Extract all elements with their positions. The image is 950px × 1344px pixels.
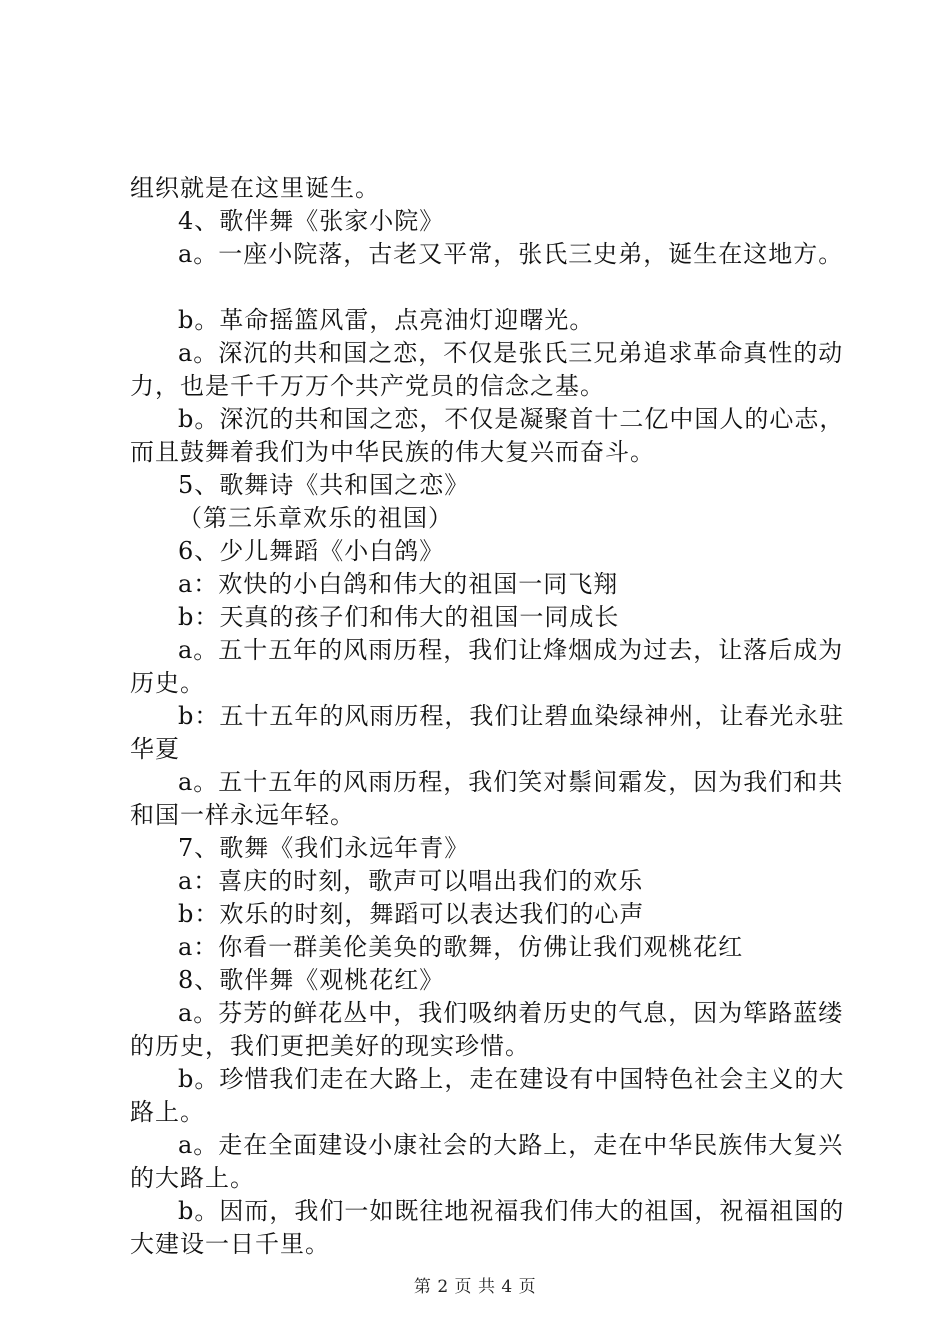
paragraph: b。革命摇篮风雷，点亮油灯迎曙光。 xyxy=(178,306,595,334)
section-heading: 5、歌舞诗《共和国之恋》 xyxy=(178,471,470,499)
paragraph: a：喜庆的时刻，歌声可以唱出我们的欢乐 xyxy=(178,867,644,895)
paragraph: a。五十五年的风雨历程，我们让烽烟成为过去，让落后成为历史。 xyxy=(130,636,844,697)
paragraph: 组织就是在这里诞生。 xyxy=(130,174,380,202)
section-heading: 7、歌舞《我们永远年青》 xyxy=(178,834,470,862)
paragraph: a：你看一群美伦美奂的歌舞，仿佛让我们观桃花红 xyxy=(178,933,744,961)
paragraph: a。深沉的共和国之恋，不仅是张氏三兄弟追求革命真性的动力，也是千千万万个共产党员的信念之基。 xyxy=(130,339,844,400)
paragraph: b。深沉的共和国之恋，不仅是凝聚首十二亿中国人的心志，而且鼓舞着我们为中华民族的伟大复兴而奋斗。 xyxy=(130,405,845,466)
paragraph: b。珍惜我们走在大路上，走在建设有中国特色社会主义的大路上。 xyxy=(130,1065,845,1126)
section-heading: 4、歌伴舞《张家小院》 xyxy=(178,207,445,235)
paragraph: b：欢乐的时刻，舞蹈可以表达我们的心声 xyxy=(178,900,645,928)
paragraph: a：欢快的小白鸽和伟大的祖国一同飞翔 xyxy=(178,570,619,598)
paragraph: a。走在全面建设小康社会的大路上，走在中华民族伟大复兴的大路上。 xyxy=(130,1131,844,1192)
section-heading: 8、歌伴舞《观桃花红》 xyxy=(178,966,445,994)
paragraph: a。五十五年的风雨历程，我们笑对鬃间霜发，因为我们和共和国一样永远年轻。 xyxy=(130,768,844,829)
paragraph: （第三乐章欢乐的祖国） xyxy=(178,504,453,532)
section-heading: 6、少儿舞蹈《小白鸽》 xyxy=(178,537,445,565)
paragraph: b：天真的孩子们和伟大的祖国一同成长 xyxy=(178,603,620,631)
paragraph: a。芬芳的鲜花丛中，我们吸纳着历史的气息，因为筚路蓝缕的历史，我们更把美好的现实珍惜。 xyxy=(130,999,844,1060)
page-number-footer: 第 2 页 共 4 页 xyxy=(413,1277,537,1297)
paragraph: b：五十五年的风雨历程，我们让碧血染绿神州，让春光永驻华夏 xyxy=(130,702,845,763)
paragraph: b。因而，我们一如既往地祝福我们伟大的祖国，祝福祖国的大建设一日千里。 xyxy=(130,1197,845,1258)
paragraph: a。一座小院落，古老又平常，张氏三史弟，诞生在这地方。 xyxy=(178,240,844,268)
document-body xyxy=(130,172,850,1261)
